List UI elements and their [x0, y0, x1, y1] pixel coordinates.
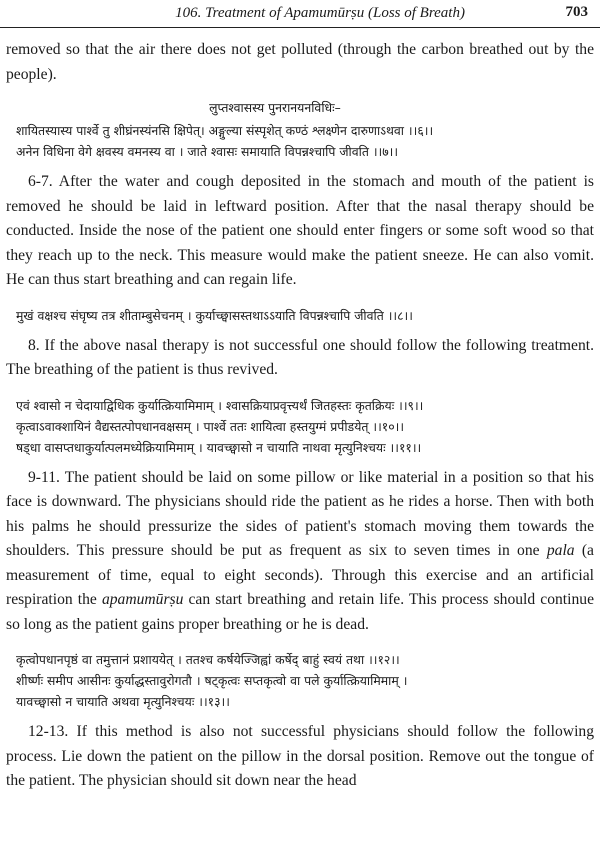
term-pala: pala [546, 542, 575, 559]
verse-8 [16, 305, 594, 326]
verse-line: अनेन विधिना वेगे क्षवस्य वमनस्य वा । जाते श्वासः समायाति विपन्नश्चापि जीवति ।।७।। [16, 144, 399, 159]
verse-heading: लुप्तश्वासस्य पुनरानयनविधिः– [209, 100, 341, 115]
commentary-text: 9-11. The patient should be laid on some pillow or like material in a position so that his face is downward. The physicians should ride the patient as he rides a horse. Then with both his palms he should pressurize the sides of patient's stomach moving them towards the shoulders. This pressure should be put as frequent as six to seven times in one [6, 468, 594, 559]
verse-12-13 [16, 649, 594, 712]
page-number: 703 [565, 4, 588, 20]
intro-paragraph: removed so that the air there does not get polluted (through the carbon breathed out by the people). [6, 41, 594, 83]
commentary-6-7: 6-7. After the water and cough deposited in the stomach and mouth of the patient is removed he should be laid in leftward position. After that the nasal therapy should be conducted. Inside the nose of the patient one should enter fingers or some soft wood so that they reach up to the neck. This measure would make the patient sneeze. He can also vomit. He can thus start breathing and can regain life. [6, 173, 594, 288]
verse-line: शायितस्यास्य पार्श्वे तु शीघ्रंनस्यंनसि क्षिपेत्। अङ्गुल्या संस्पृशेत् कण्ठं श्लक्ष्णेन दारुणाऽथवा ।।६।। [16, 123, 434, 138]
verse-line: शीर्ष्णः समीप आसीनः कुर्याद्धस्तावुरोगतौ । षट्कृत्वः सप्तकृत्वो वा पले कुर्यात्क्रियामिमाम् । [16, 673, 408, 688]
commentary-text: (a measurement of time, equal to eight seconds). Through this exercise and an artificial respiration the [6, 542, 594, 608]
verse-line: षड्धा वासप्तधाकुर्यात्पलमध्येक्रियामिमाम् । यावच्छ्वासो न चायाति नाथवा मृत्युनिश्चयः ।।११।। [16, 439, 422, 455]
verse-6-7 [16, 97, 594, 162]
verse-line: यावच्छ्वासो न चायाति अथवा मृत्युनिश्चयः ।।१३।। [16, 694, 230, 709]
verse-line: कृत्वाऽवाक्शायिनं वैद्यस्तत्पोपधानवक्षसम् । पार्श्वे ततः शायित्वा हस्तयुग्मं प्रपीडयेत् ।।१०।। [16, 418, 405, 434]
term-apamumursu: apamumūrṣu [101, 591, 184, 608]
header-rule [0, 27, 600, 28]
running-header [0, 0, 600, 30]
commentary-text: can start breathing and retain life. This process should continue so long as the patient gains proper breathing or he is dead. [6, 591, 594, 633]
commentary-12-13: 12-13. If this method is also not successful physicians should follow the following process. Lie down the patient on the pillow in the dorsal position. Remove out the tongue of the patient. The physician should sit down near the head [6, 723, 594, 789]
page-body [6, 38, 594, 794]
verse-line: एवं श्वासो न चेदायाद्विधिक कुर्यात्क्रियामिमाम् । श्वासक्रियाप्रवृत्त्यर्थं जितहस्तः कृतक्रियः ।।९।। [16, 397, 424, 413]
verse-line: कृत्वोपधानपृष्ठं वा तमुत्तानं प्रशाययेत् । ततश्च कर्षयेज्जिह्वां कर्षेद् बाहुं स्वयं तथा ।।१२।। [16, 652, 400, 667]
chapter-title: 106. Treatment of Apamumūrṣu (Loss of Breath) [175, 5, 465, 21]
verse-9-11 [16, 395, 594, 458]
commentary-8: 8. If the above nasal therapy is not successful one should follow the following treatment. The breathing of the patient is thus revived. [6, 336, 594, 378]
commentary-9-11 [6, 466, 594, 638]
verse-line: मुखं वक्षश्च संघृष्य तत्र शीताम्बुसेचनम् । कुर्याच्छ्वासस्तथाऽऽयाति विपन्नश्चापि जीवति ।।८।। [16, 307, 413, 323]
